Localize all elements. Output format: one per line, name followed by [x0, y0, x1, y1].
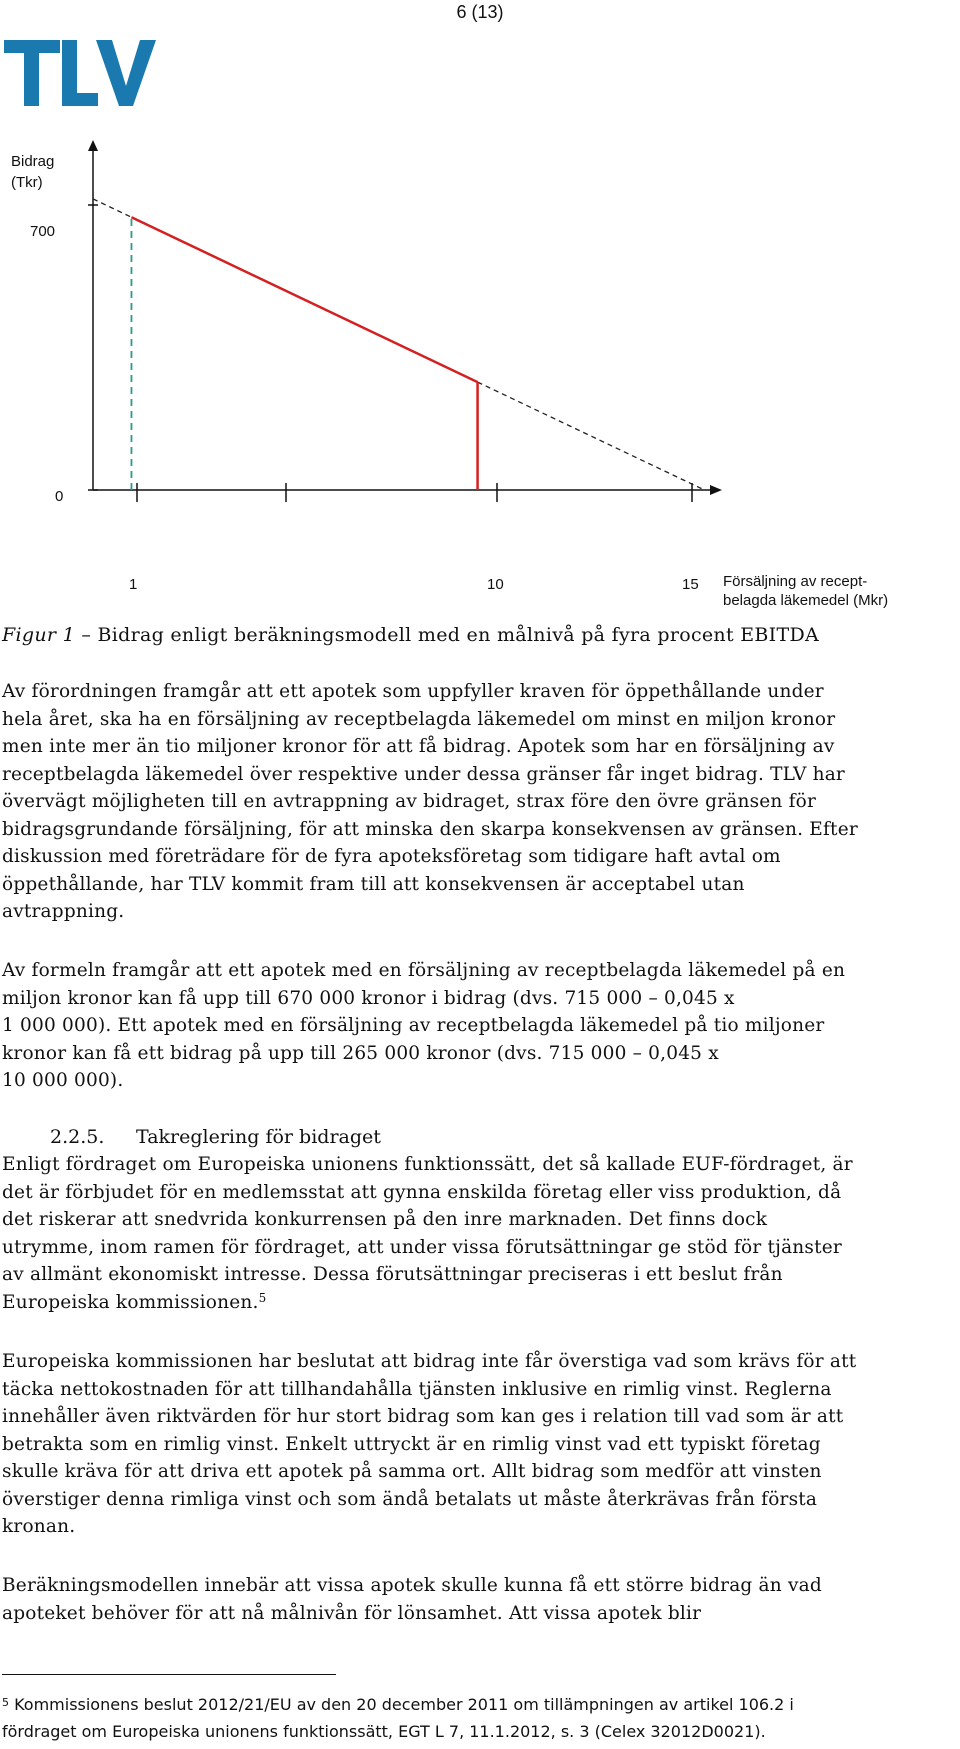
x-axis-label-line-2: belagda läkemedel (Mkr)	[723, 592, 889, 609]
text-line: diskussion med företrädare för de fyra apoteksföretag som tidigare haft avtal om	[2, 846, 781, 867]
text-line: skulle kräva för att driva ett apotek på samma ort. Allt bidrag som medför att vinsten	[2, 1461, 822, 1482]
footnote-line	[2, 1691, 957, 1718]
text-line: täcka nettokostnaden för att tillhandahålla tjänsten inklusive en rimlig vinst. Reglerna	[2, 1378, 832, 1400]
x-tick-label-10: 10	[487, 576, 504, 593]
footnote-line: fördraget om Europeiska unionens funktionssätt, EGT L 7, 11.1.2012, s. 3 (Celex 32012D0021).	[2, 1722, 766, 1741]
footnote-reference: 5	[258, 1290, 267, 1305]
tlv-logo	[4, 40, 164, 117]
chart-axes	[88, 140, 722, 502]
section-number: 2.2.5.	[50, 1126, 105, 1148]
contribution-chart	[0, 140, 960, 620]
text-line: av allmänt ekonomiskt intresse. Dessa förutsättningar preciseras i ett beslut från	[2, 1264, 783, 1285]
text-line-content: Europeiska kommissionen.	[2, 1291, 259, 1313]
paragraph-2	[2, 957, 957, 1095]
text-line: receptbelagda läkemedel över respektive under dessa gränser får inget bidrag. TLV har	[2, 763, 845, 785]
footnote-text: Kommissionens beslut 2012/21/EU av den 20 december 2011 om tillämpningen av artikel 106.2 i	[9, 1695, 794, 1714]
figure-caption-label: Figur 1	[2, 624, 75, 646]
y-axis-label-line-2: (Tkr)	[11, 174, 43, 191]
figure-caption-text: – Bidrag enligt beräkningsmodell med en målnivå på fyra procent EBITDA	[74, 624, 820, 646]
text-line: utrymme, inom ramen för fördraget, att under vissa förutsättningar ge stöd för tjänster	[2, 1236, 842, 1258]
y-tick-label-0: 0	[55, 488, 64, 505]
text-line: innehåller även riktvärden för hur stort bidrag som kan ges i relation till vad som är att	[2, 1406, 844, 1427]
footnote-number: 5	[2, 1696, 9, 1709]
text-line: miljon kronor kan få upp till 670 000 kronor i bidrag (dvs. 715 000 – 0,045 x	[2, 987, 735, 1009]
text-line: kronan.	[2, 1516, 76, 1537]
text-line: bidragsgrundande försäljning, för att minska den skarpa konsekvensen av gränsen. Efter	[2, 818, 858, 840]
text-line: öppethållande, har TLV kommit fram till att konsekvensen är acceptabel utan	[2, 873, 745, 895]
text-line: 10 000 000).	[2, 1070, 124, 1091]
footnote-divider	[2, 1674, 336, 1675]
y-axis-label-line-1: Bidrag	[11, 153, 55, 170]
text-line: 1 000 000). Ett apotek med en försäljning av receptbelagda läkemedel på tio miljoner	[2, 1015, 825, 1036]
text-line: Enligt fördraget om Europeiska unionens funktionssätt, det så kallade EUF-fördraget, är	[2, 1154, 853, 1175]
text-line: betrakta som en rimlig vinst. Enkelt uttryckt är en rimlig vinst vad ett typiskt företag	[2, 1433, 821, 1455]
text-line: men inte mer än tio miljoner kronor för att få bidrag. Apotek som har en försäljning av	[2, 736, 835, 757]
section-title: Takreglering för bidraget	[136, 1126, 381, 1148]
text-line: det riskerar att snedvrida konkurrensen på den inre marknaden. Det finns dock	[2, 1209, 768, 1230]
paragraph-4	[2, 1348, 957, 1541]
chart-marks	[93, 199, 704, 490]
x-tick-label-15: 15	[682, 576, 699, 593]
text-line	[2, 1289, 957, 1317]
paragraph-1	[2, 678, 957, 926]
x-tick-label-1: 1	[129, 576, 138, 593]
text-line: Europeiska kommissionen har beslutat att bidrag inte får överstiga vad som krävs för att	[2, 1351, 857, 1372]
text-line: det är förbjudet för en medlemsstat att gynna enskilda företag eller viss produktion, då	[2, 1181, 842, 1203]
contribution-line	[131, 217, 477, 382]
text-line: Beräkningsmodellen innebär att vissa apotek skulle kunna få ett större bidrag än vad	[2, 1575, 822, 1596]
figure-caption	[2, 624, 819, 646]
text-line: hela året, ska ha en försäljning av receptbelagda läkemedel om minst en miljon kronor	[2, 708, 836, 730]
text-line: apoteket behöver för att nå målnivån för lönsamhet. Att vissa apotek blir	[2, 1602, 702, 1624]
text-line: avtrappning.	[2, 901, 125, 922]
extrapolation-line-1	[93, 199, 131, 217]
page-number: 6 (13)	[456, 2, 504, 22]
paragraph-3	[2, 1151, 957, 1316]
x-axis-arrow	[710, 485, 722, 495]
section-heading	[50, 1124, 381, 1151]
text-line: Av förordningen framgår att ett apotek som uppfyller kraven för öppethållande under	[2, 681, 824, 702]
y-tick-label-700: 700	[30, 223, 56, 240]
text-line: Av formeln framgår att ett apotek med en försäljning av receptbelagda läkemedel på en	[2, 960, 846, 981]
y-axis-arrow	[88, 140, 98, 151]
footnote	[2, 1691, 957, 1745]
extrapolation-line-2	[478, 382, 705, 490]
text-line: överstiger denna rimliga vinst och som ändå betalats ut måste återkrävas från första	[2, 1488, 818, 1510]
paragraph-5	[2, 1572, 957, 1627]
text-line: övervägt möjligheten till en avtrappning av bidraget, strax före den övre gränsen för	[2, 791, 817, 812]
text-line: kronor kan få ett bidrag på upp till 265 000 kronor (dvs. 715 000 – 0,045 x	[2, 1042, 719, 1064]
x-axis-label-line-1: Försäljning av recept-	[723, 573, 868, 590]
